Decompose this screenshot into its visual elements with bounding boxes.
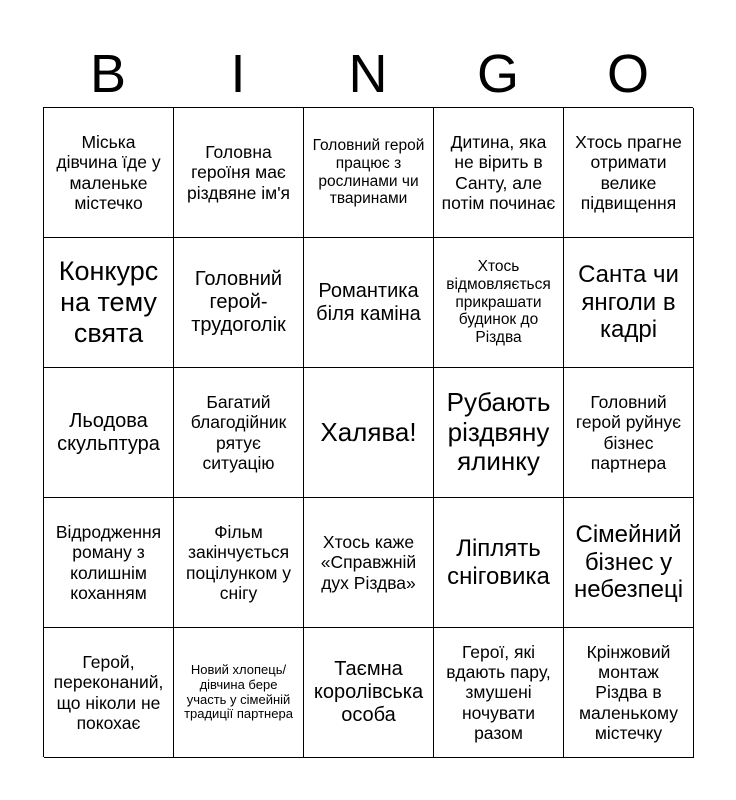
header-letter-i: I — [230, 44, 246, 104]
bingo-cell[interactable] — [304, 628, 434, 758]
cell-text: Герої, які вдають пару, змушені ночувати разом — [446, 642, 551, 743]
bingo-header — [43, 40, 693, 108]
cell-text: Герой, переконаний, що ніколи не покохає — [53, 652, 164, 733]
cell-text: Хтось каже «Справжній дух Різдва» — [320, 532, 417, 593]
header-letter-o: O — [606, 44, 649, 104]
bingo-cell[interactable] — [304, 498, 434, 628]
cell-text: Новий хлопець/дівчина бере участь у сімейній традиції партнера — [184, 661, 293, 722]
bingo-cell[interactable] — [44, 108, 174, 238]
bingo-cell[interactable] — [434, 108, 564, 238]
bingo-cell[interactable] — [174, 368, 304, 498]
cell-text: Романтика біля каміна — [316, 279, 421, 325]
cell-text: Крінжовий монтаж Різдва в маленькому містечку — [578, 642, 679, 743]
bingo-cell[interactable] — [564, 628, 694, 758]
bingo-cell[interactable] — [564, 238, 694, 368]
bingo-cell[interactable] — [434, 628, 564, 758]
cell-text: Ліплять сніговика — [447, 534, 550, 590]
cell-text: Фільм закінчується поцілунком у снігу — [186, 522, 291, 603]
cell-text: Таємна королівська особа — [313, 658, 424, 726]
header-letter-n: N — [348, 44, 388, 104]
bingo-grid — [43, 107, 693, 757]
cell-text: Дитина, яка не вірить в Санту, але потім починає — [441, 132, 556, 213]
bingo-cell[interactable] — [44, 238, 174, 368]
bingo-cell[interactable] — [434, 238, 564, 368]
cell-text: Сімейний бізнес у небезпеці — [573, 521, 684, 604]
cell-text: Конкурс на тему свята — [58, 255, 159, 349]
bingo-cell[interactable] — [44, 498, 174, 628]
bingo-cell[interactable] — [174, 238, 304, 368]
cell-text: Головна героїня має різдвяне ім'я — [186, 142, 291, 203]
bingo-cell[interactable] — [174, 628, 304, 758]
cell-text: Головний герой працює з рослинами чи тваринами — [312, 136, 425, 208]
bingo-cell[interactable] — [174, 108, 304, 238]
cell-text: Рубають різдвяну ялинку — [446, 386, 551, 477]
bingo-cell[interactable] — [434, 498, 564, 628]
bingo-cell[interactable] — [564, 368, 694, 498]
bingo-cell[interactable] — [44, 628, 174, 758]
bingo-cell[interactable] — [174, 498, 304, 628]
bingo-cell[interactable] — [564, 498, 694, 628]
bingo-cell-free[interactable] — [304, 368, 434, 498]
cell-text: Льодова скульптура — [57, 409, 160, 455]
bingo-cell[interactable] — [44, 368, 174, 498]
bingo-cell[interactable] — [564, 108, 694, 238]
cell-text: Хтось прагне отримати велике підвищення — [575, 132, 682, 213]
bingo-cell[interactable] — [434, 368, 564, 498]
cell-text: Хтось відмовляється прикрашати будинок до Різдва — [446, 257, 551, 347]
cell-text: Багатий благодійник рятує ситуацію — [190, 392, 287, 473]
bingo-cell[interactable] — [304, 238, 434, 368]
cell-text: Халява! — [320, 416, 417, 447]
bingo-cell[interactable] — [304, 108, 434, 238]
cell-text: Міська дівчина їде у маленьке містечко — [56, 132, 161, 213]
cell-text: Головний герой-трудоголік — [191, 268, 286, 336]
header-letter-b: B — [89, 44, 127, 104]
cell-text: Головний герой руйнує бізнес партнера — [575, 392, 682, 473]
header-letter-g: G — [476, 44, 519, 104]
cell-text: Санта чи янголи в кадрі — [578, 261, 679, 344]
cell-text: Відродження роману з колишнім коханням — [55, 522, 162, 603]
